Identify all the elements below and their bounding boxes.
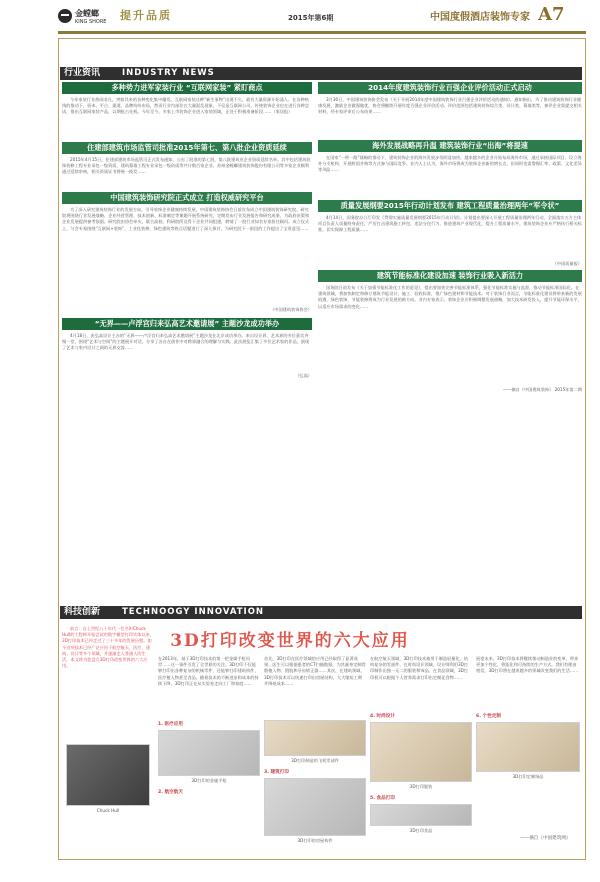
news-body: 在国家“一带一路”战略的推动下，建筑装饰企业的海外发展步伐明显加快。越来越多的企业开始布局海外市场，通过承接国际项目、设立海外分支机构、开展跨国并购等方式参与国际竞争。业内人士认为，海外市场将成为装饰企业新的增长点，但同时也需警惕汇率、政策、文化差异等风险…… (318, 155, 582, 173)
photo-caption: 3D打印定制饰品 (512, 774, 544, 779)
news-body: 为了深入研究建筑装饰行业的发展方向，引导装饰企业健康持续发展，中国建筑装饰协会日前宣布成立中国建筑装饰研究院。研究院将围绕行业发展战略、企业经营管理、技术创新、标准制定等课题开展系统研究，定期发布行业发展报告和研究成果，为政府决策和企业发展提供参考依据。研究院由协会牵头，联合高校、科研院所及骨干企业共同组建，聘请了一批行业知名专家担任顾问。成立仪式上，与会专家围绕“互联网+装饰”、工业化装修、绿色建筑等热点话题进行了深入探讨，为研究院下一阶段的工作提出了宝贵意见…… (62, 207, 310, 231)
news-item (62, 318, 312, 383)
news-title[interactable]: “无界——卢浮宫归来弘高艺术邀请展” 主题沙龙成功举办 (62, 318, 312, 330)
science-text-col3: 在航空航天领域，3D打印技术被用于制造轻量化、结构复杂的零部件。在时尚设计领域，设计师利用3D打印制作出独一无二的服装和饰品。在食品领域，3D打印机可以根据个人营养需求打印出定制化食物…… (370, 656, 469, 680)
section-label: 6. 个性定制 (476, 714, 501, 719)
news-title[interactable]: 2014年度建筑装饰行业百强企业评价活动正式启动 (318, 82, 582, 94)
aircraft-part-photo (264, 720, 366, 756)
photo-caption: 3D打印的房屋构件 (297, 838, 333, 843)
photo-caption: 3D打印制造的飞机零部件 (291, 758, 339, 763)
gun-photo (158, 730, 260, 776)
header-rule (58, 31, 586, 34)
left-news-column (62, 82, 312, 383)
industry-band-en: INDUSTRY NEWS (122, 68, 215, 78)
page-number: A7 (538, 4, 565, 25)
news-title[interactable]: 多种势力进军家装行业 “互联网家装” 紧盯商点 (62, 82, 312, 94)
issue-number: 2015年第6期 (288, 14, 334, 22)
news-item (318, 82, 582, 140)
tech-innovation-band (60, 606, 582, 619)
news-title[interactable]: 海外发展战略再升温 建筑装饰行业“出海”将提速 (318, 140, 582, 152)
news-title[interactable]: 中国建筑装饰研究院正式成立 打造权威研究平台 (62, 192, 312, 204)
news-item (62, 192, 312, 318)
tech-band-en: TECHNOOGY INNOVATION (122, 607, 265, 617)
news-item (62, 82, 312, 142)
fashion-photo (370, 722, 472, 782)
tech-band-cn: 科技创新 (64, 607, 101, 617)
building-photo (264, 778, 366, 836)
science-text-col1: 在2013年，基于3D打印技术的第一把金属手枪问世……这一事件引发了全世界的关注。3D打印不仅能够打印出各种复杂的机械零件，还能够打印建筑构件、医疗植入物甚至食品。随着技术的不断进步和成本的持续下降，3D打印正在从实验室走向工厂和家庭…… (158, 656, 259, 686)
science-title: 3D打印改变世界的六大应用 (170, 631, 410, 651)
logo-mark-icon (58, 9, 72, 23)
news-source: （弘高） (295, 373, 312, 378)
news-title[interactable]: 质量发展纲要2015年行动计划发布 建筑工程质量治理两年“军令状” (318, 200, 582, 212)
logo-en-text: KING SHORE (75, 19, 107, 25)
news-title[interactable]: 建筑节能标准化建设加速 装饰行业吸入新活力 (318, 270, 582, 282)
food-photo (370, 804, 472, 826)
news-source: ——摘自《中国建筑装饰》 2015年第二期 (503, 387, 582, 392)
news-body: 4月14日，国务院办公厅印发《贯彻实施质量发展纲要2015年行动计划》。计划提出要深入开展工程质量治理两年行动，全面落实五方主体项目负责人质量终身责任，严厉打击建筑施工转包、违法分包行为，推进建筑产业现代化，提升工程质量水平。建筑装饰企业应严格执行相关标准，切实保障工程质量…… (318, 215, 582, 233)
industry-band-cn: 行业资讯 (64, 68, 101, 78)
slogan: 提升品质 (120, 9, 172, 22)
news-body: 2015年4月15日，住建部建筑市场监管司正式发布通知，公布了批准的第七批、第八批建筑业企业资质延续名单。其中包括建筑装饰装修工程专业承包一级资质、建筑幕墙工程专业承包一级资质等共计数百家企业。苏州金螳螂建筑装饰股份有限公司等多家企业顺利通过延续审核，相关资质证书将统一换发…… (62, 157, 311, 175)
industry-news-band (60, 67, 582, 80)
news-item (318, 200, 582, 270)
chuck-hull-photo (66, 744, 150, 806)
news-body: 4月18日，由弘高设计主办的“无界——卢浮宫归来弘高艺术邀请展”主题沙龙在北京成功举办。来自设计界、艺术界的多位嘉宾齐聚一堂，围绕“艺术与空间”的主题展开对话，分享了各自在创作中对跨界融合的理解与实践。此次展览汇集了多位艺术家的作品，展现了艺术与室内设计之间的无界交流…… (62, 333, 310, 351)
news-source: （中国质量报） (552, 261, 582, 266)
news-body: 今年家装行业热闹非凡，突如其来的各种变化集中爆发。互联网家装这种“新生事物”出现不久，就有大量资源开始涌入。在各种热钱的推动下，资本、平台、渠道、品牌纷纷布局，然而行业内部存在大量混乱现象，不仅是互联网公司，传统装饰企业也在进行各种尝试，推出互联网家装产品，以期抢占先机。今年至今，多家上市装饰企业进入家装领域，正处于积极准备阶段……（家居报） (62, 97, 310, 115)
section-label: 4. 时尚设计 (370, 714, 395, 719)
news-item (318, 140, 582, 200)
science-intro: 前言：自上世纪八十年代一位名叫Chuck Hull的工程师开始尝试用数字模型打印实体以来，3D打印技术已经走过了三十多年的发展历程。如今这项技术已经广泛应用于航空航天、医疗、建筑、设计等多个领域，并逐渐走入普通人的生活。本文将为您盘点3D打印改变世界的六大应用。 (62, 626, 154, 669)
section-label: 3. 建筑打印 (264, 770, 289, 775)
news-source: （中国建筑装饰协会） (270, 307, 312, 312)
section-label: 2. 航空航天 (158, 790, 183, 795)
science-source: ——摘自《中国建筑网》 (520, 836, 571, 841)
photo-caption: Chuck Hull (96, 808, 120, 813)
photo-caption: 3D打印的金属手枪 (191, 778, 227, 783)
news-title[interactable]: 住建部建筑市场监管司批准2015年第七、第八批企业资质延续 (62, 142, 312, 154)
paper-name: 中国度假酒店装饰专家 (430, 12, 530, 23)
photo-caption: 3D打印服装 (409, 784, 433, 789)
photo-caption: 3D打印食品 (409, 828, 433, 833)
news-body: 3月30日，中国建筑装饰协会发布《关于开展2014年度中国建筑装饰行业百强企业评价活动的通知》。通知指出，为了推动建筑装饰行业健康发展，激励企业做强做优，协会将继续开展年度百强企业评价活动。评价范围包括建筑装饰综合类、设计类、幕墙类等，参评企业需提交相关材料，经专家评审后公布结果…… (318, 97, 582, 115)
news-item (62, 142, 312, 192)
section-label: 1. 医疗应用 (158, 722, 183, 727)
company-logo (58, 7, 110, 33)
news-item (318, 270, 582, 400)
right-news-column (318, 82, 582, 400)
science-intro-column (62, 626, 154, 736)
custom-photo (476, 722, 580, 772)
logo-cn-text: 金螳螂 (75, 9, 99, 18)
section-label: 5. 食品打印 (370, 796, 395, 801)
science-text-col2: 首先，3D打印在医疗领域的应用已经取得了显著成果。医生可以根据患者的CT扫描数据，为其量身定制骨骼植入物、假肢和牙齿矫正器……其次，在建筑领域，3D打印技术可以快速打印出房屋结构，大大缩短工期并降低成本…… (264, 656, 366, 686)
science-text-col4: 展望未来，3D打印技术将继续推动制造业的变革，带来更加个性化、智能化和可持续的生产方式。我们有理由相信，3D打印将在越来越多的领域改变我们的生活…… (476, 656, 579, 674)
news-body: 国务院日前发布《关于加强节能标准化工作的意见》，提出要加快完善节能标准体系，强化节能标准实施与监督，推动节能标准国际化。在建筑领域，将加快制定和修订建筑节能设计、施工、验收标准，推广绿色建材和节能技术。对于装饰行业而言，节能标准化建设将带来新的发展机遇，绿色装饰、节能装修将成为行业发展的新方向。业内专家表示，装饰企业应积极调整发展战略，加大技术研发投入，提升节能环保水平，以适应市场需求的变化…… (318, 285, 582, 309)
